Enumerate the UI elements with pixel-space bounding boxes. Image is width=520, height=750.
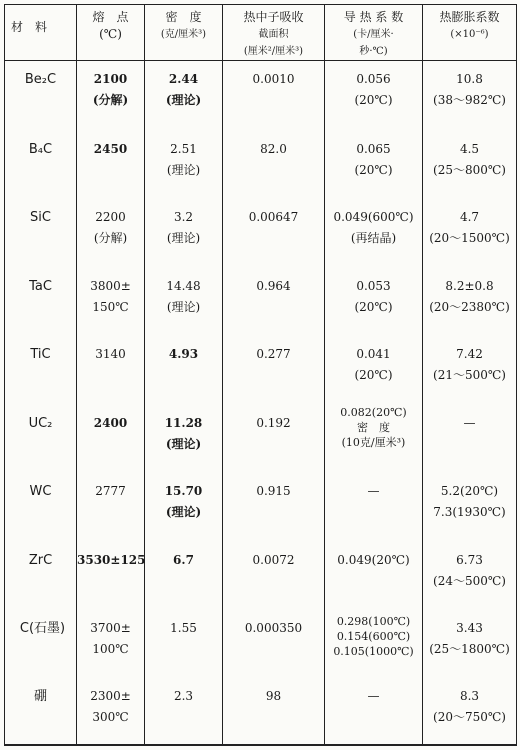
cell-material: SiC [5,197,77,265]
cell-material: WC [5,471,77,539]
cell-text: 5.2(20℃) 7.3(1930℃) [433,484,506,520]
cell-conductivity [325,403,423,471]
cell-cross-section [223,197,325,265]
cell-text: 2200 (分解) [93,210,128,246]
header-expansion-unit: (×10⁻⁶) [450,29,489,40]
cell-text: 0.192 [256,415,291,430]
cell-density [145,540,223,608]
cell-conductivity [325,540,423,608]
cell-text: 0.041 (20℃) [354,347,393,383]
cell-material: UC₂ [5,403,77,471]
cell-melting-point [77,608,145,676]
cell-density [145,197,223,265]
table-row [5,608,517,676]
header-cross-section-unit: 截面积 (厘米²/厘米³) [243,29,304,57]
cell-text: 0.00647 [248,210,299,225]
cell-text: 0.277 [256,347,291,362]
cell-conductivity [325,471,423,539]
cell-material: 硼 [5,676,77,745]
cell-text: — [367,484,380,499]
cell-text: — [463,415,476,430]
cell-text: 3530±125 [77,552,146,567]
cell-text: 0.915 [256,484,291,499]
header-melting-unit: (℃) [99,27,122,41]
cell-cross-section [223,540,325,608]
header-conductivity [325,5,423,61]
material-properties-table [4,4,517,746]
cell-cross-section [223,608,325,676]
header-density [145,5,223,61]
cell-text: 98 [265,689,282,704]
cell-expansion [423,471,517,539]
cell-melting-point [77,471,145,539]
table-row [5,334,517,402]
header-expansion-label: 热膨胀系数 [439,10,500,24]
header-conductivity-label: 导 热 系 数 [343,10,404,24]
table-row [5,403,517,471]
cell-expansion [423,61,517,129]
cell-text: 2400 [93,415,128,430]
cell-text: 0.053 (20℃) [354,278,393,314]
cell-text: 0.000350 [244,621,303,635]
cell-material: TiC [5,334,77,402]
cell-density [145,676,223,745]
cell-melting-point [77,676,145,745]
cell-density [145,608,223,676]
table-row [5,129,517,197]
header-density-unit: (克/厘米³) [160,29,207,40]
cell-expansion [423,403,517,471]
cell-text: 3140 [95,347,126,362]
cell-text: 0.065 (20℃) [354,141,393,177]
cell-melting-point [77,197,145,265]
cell-text: 0.964 [256,278,291,293]
cell-text: 0.049(20℃) [337,552,410,567]
table-row [5,61,517,129]
cell-conductivity [325,266,423,334]
cell-conductivity [325,61,423,129]
header-melting-point [77,5,145,61]
cell-text: 4.7 (20～1500℃) [429,210,510,246]
cell-text: 1.55 [170,621,197,635]
cell-text: 3.43 (25～1800℃) [429,621,510,656]
cell-conductivity [325,129,423,197]
cell-text: 4.93 [168,347,199,362]
cell-expansion [423,608,517,676]
cell-melting-point [77,266,145,334]
cell-material: C(石墨) [5,608,77,676]
cell-cross-section [223,129,325,197]
cell-text: 0.082(20℃) 密 度 (10克/厘米³) [340,405,407,449]
table-row [5,471,517,539]
cell-text: 3800± 150℃ [90,278,131,314]
cell-text: 11.28 (理论) [164,415,203,451]
cell-text: 2777 [95,484,126,499]
cell-density [145,266,223,334]
cell-text: 0.0010 [252,72,295,86]
cell-conductivity [325,197,423,265]
cell-expansion [423,334,517,402]
cell-expansion [423,129,517,197]
header-conductivity-unit: (卡/厘米· 秒·℃) [353,29,394,57]
cell-text: 4.5 (25～800℃) [433,141,506,177]
header-cross-section [223,5,325,61]
cell-material: TaC [5,266,77,334]
cell-expansion [423,676,517,745]
cell-cross-section [223,266,325,334]
cell-text: 0.298(100℃) 0.154(600℃) 0.105(1000℃) [333,615,414,658]
cell-text: 0.056 (20℃) [354,72,393,107]
cell-text: 2.51 (理论) [166,141,201,177]
header-melting-label: 熔 点 [92,10,129,24]
cell-text: 8.3 (20～750℃) [433,689,506,725]
cell-melting-point [77,61,145,129]
header-expansion [423,5,517,61]
cell-text: 7.42 (21～500℃) [433,347,506,383]
cell-density [145,129,223,197]
cell-melting-point [77,540,145,608]
cell-material: B₄C [5,129,77,197]
header-material-label: 材 料 [11,20,48,34]
cell-text: 14.48 (理论) [166,278,201,314]
cell-text: 3.2 (理论) [166,210,201,246]
cell-text: 82.0 [260,141,287,156]
cell-text: 10.8 (38～982℃) [433,72,506,107]
header-material [5,5,77,61]
table-row [5,676,517,745]
cell-text: 0.0072 [252,552,295,567]
cell-density [145,403,223,471]
cell-conductivity [325,334,423,402]
cell-text: 0.049(600℃) (再结晶) [333,210,414,246]
cell-conductivity [325,608,423,676]
cell-expansion [423,540,517,608]
cell-expansion [423,197,517,265]
cell-text: 2.3 [173,689,194,704]
table-row [5,266,517,334]
header-row [5,5,517,61]
cell-material: Be₂C [5,61,77,129]
cell-density [145,61,223,129]
table-header [5,5,517,61]
cell-cross-section [223,334,325,402]
cell-text: 2.44 (理论) [165,72,202,107]
table-row [5,197,517,265]
table-row [5,540,517,608]
cell-text: 15.70 (理论) [164,484,203,520]
cell-cross-section [223,403,325,471]
header-density-label: 密 度 [165,10,202,24]
cell-material: ZrC [5,540,77,608]
cell-text: 6.73 (24～500℃) [433,552,506,588]
cell-density [145,334,223,402]
cell-text: 2450 [93,141,128,156]
cell-text: 2100 (分解) [92,72,129,107]
cell-expansion [423,266,517,334]
cell-text: — [367,689,380,704]
cell-density [145,471,223,539]
cell-text: 3700± 100℃ [90,621,131,656]
cell-text: 6.7 [173,552,194,567]
cell-melting-point [77,334,145,402]
table-body [5,61,517,746]
cell-cross-section [223,471,325,539]
cell-text: 2300± 300℃ [90,689,131,725]
cell-cross-section [223,61,325,129]
cell-melting-point [77,129,145,197]
cell-text: 8.2±0.8 (20～2380℃) [429,278,510,314]
cell-melting-point [77,403,145,471]
cell-conductivity [325,676,423,745]
header-cross-section-label: 热中子吸收 [243,10,304,24]
cell-cross-section [223,676,325,745]
